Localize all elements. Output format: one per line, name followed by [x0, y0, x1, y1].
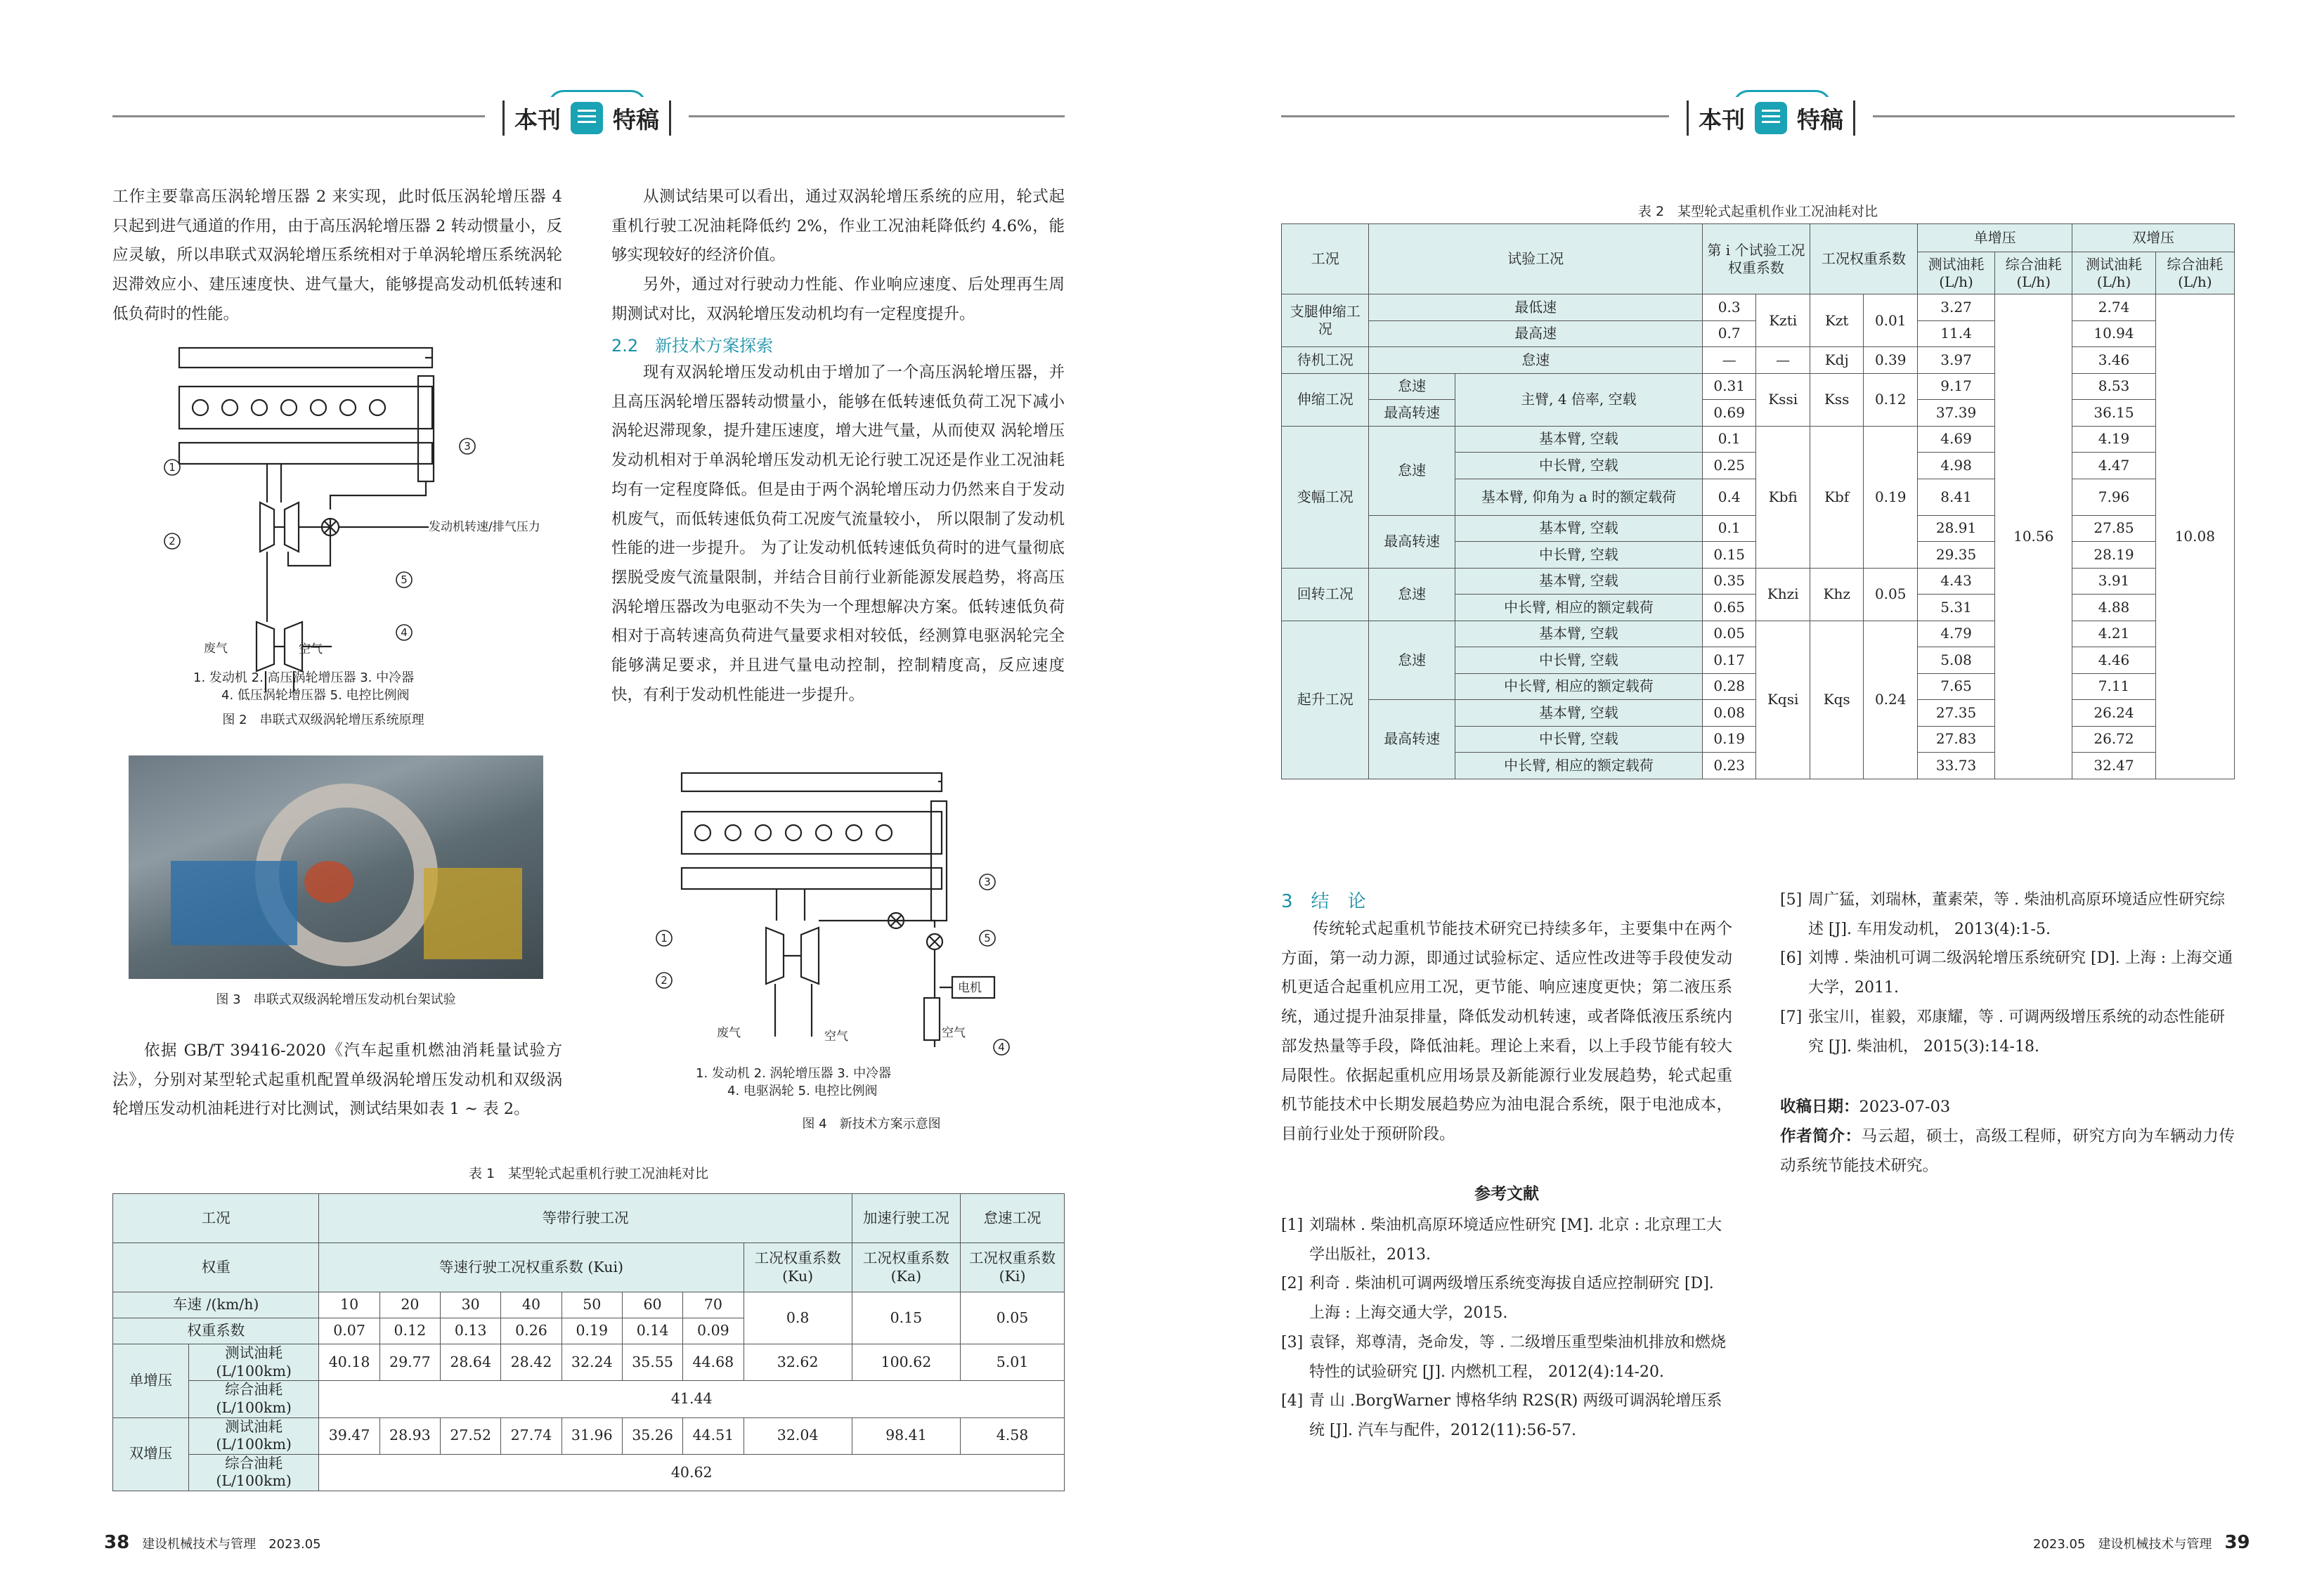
figure-2-diagram — [148, 341, 569, 706]
references-title: 参考文献 — [1474, 1185, 1539, 1203]
table-row: 权重系数 0.07 0.12 0.13 0.26 0.19 0.14 0.09 — [113, 1318, 1065, 1344]
col2-para-1: 从测试结果可以看出，通过双涡轮增压系统的应用，轮式起重机行驶工况油耗降低约 2%，作业工况油耗降低约 4.6%，能够实现较好的经济价值。 — [611, 188, 1065, 265]
table-row: 支腿伸缩工况 最低速 0.3 Kzti Kzt 0.01 3.27 10.56 2.74 10.08 — [1282, 294, 2235, 321]
svg-text:5: 5 — [984, 932, 991, 945]
figure-4-diagram — [643, 766, 1058, 1103]
exhaust-manifold — [682, 868, 942, 889]
fig4-label-motor: 电机 — [958, 981, 982, 995]
table-row: 工况 等带行驶工况 加速行驶工况 怠速工况 — [113, 1194, 1065, 1243]
table-row: 工况 试验工况 第 i 个试验工况权重系数 工况权重系数 单增压 双增压 — [1282, 224, 2235, 252]
fig2-legend-1: 1. 发动机 2. 高压涡轮增压器 3. 中冷器 — [193, 670, 415, 685]
table-row: 测试油耗 (L/h) 综合油耗 (L/h) 测试油耗 (L/h) 综合油耗 (L/h) — [1282, 252, 2235, 294]
table-1 — [112, 1193, 1065, 1491]
svg-text:3: 3 — [984, 876, 991, 888]
reference-item: [3] 袁铎，郑尊清，尧命发，等 . 二级增压重型柴油机排放和燃烧特性的试验研究 [J]. 内燃机工程， 2012(4):14-20. — [1281, 1333, 1726, 1381]
right-page — [1162, 0, 2323, 1577]
svg-text:2: 2 — [169, 535, 176, 547]
exhaust-manifold — [179, 443, 432, 464]
right-header: 本刊 特稿 — [1669, 97, 1873, 139]
fig4-label-exhaust: 废气 — [717, 1026, 741, 1040]
page-number-right: 39 — [2224, 1532, 2250, 1553]
author-bio: 作者简介：马云超，硕士，高级工程师，研究方向为车辆动力传动系统节能技术研究。 — [1780, 1127, 2235, 1175]
section-3-title: 3 结 论 — [1281, 891, 1366, 912]
fig2-label-air: 空气 — [299, 642, 323, 656]
figure-3-photo — [129, 755, 543, 979]
table-row: 单增压 测试油耗 (L/100km) 40.18 29.77 28.64 28.42 32.24 35.55 44.68 32.62 100.62 5.01 — [113, 1344, 1065, 1381]
table-row: 最高转速 基本臂, 空载 0.08 27.35 26.24 — [1282, 700, 2235, 727]
references-col2 — [1780, 885, 2235, 1061]
fig4-legend-1: 1. 发动机 2. 涡轮增压器 3. 中冷器 — [696, 1066, 892, 1081]
table-row: 基本臂, 仰角为 a 时的额定载荷 0.4 8.41 7.96 — [1282, 479, 2235, 515]
table-row: 中长臂, 空载 0.17 5.08 4.46 — [1282, 647, 2235, 674]
table-row: 起升工况 怠速 基本臂, 空载 0.05 Kqsi Kqs 0.24 4.79 4.21 — [1282, 621, 2235, 647]
intake-manifold — [682, 773, 942, 791]
electric-turbo — [924, 998, 940, 1040]
reference-item: [2] 利奇 . 柴油机可调两级增压系统变海拔自适应控制研究 [D]. 上海 : 上海交通大学，2015. — [1281, 1275, 1714, 1323]
table-row: 伸缩工况 怠速 主臂, 4 倍率, 空载 0.31 Kssi Kss 0.12 9.17 8.53 — [1282, 373, 2235, 400]
right-footer: 2023.05 建设机械技术与管理 39 — [2033, 1532, 2250, 1553]
header-text-a: 本刊 — [514, 105, 561, 134]
table-2 — [1281, 223, 2235, 779]
table-row: 中长臂, 相应的额定载荷 0.65 5.31 4.88 — [1282, 595, 2235, 621]
fig4-label-air-1: 空气 — [824, 1030, 848, 1044]
table2-title: 表 2 某型轮式起重机作业工况油耗对比 — [1637, 204, 1878, 219]
table-row: 综合油耗 (L/100km) 41.44 — [113, 1381, 1065, 1417]
header-text-b: 特稿 — [613, 105, 659, 134]
reference-item: [6] 刘博 . 柴油机可调二级涡轮增压系统研究 [D]. 上海 : 上海交通大学，2011. — [1780, 949, 2233, 997]
fig3-caption: 图 3 串联式双级涡轮增压发动机台架试验 — [216, 992, 456, 1007]
svg-text:4: 4 — [401, 626, 408, 639]
col1-top-text: 工作主要靠高压涡轮增压器 2 来实现，此时低压涡轮增压器 4 只起到进气通道的作用，由于高压涡轮增压器 2 转动惯量小，反应灵敏，所以串联式双涡轮增压系统相对于单涡轮增压系统涡轮迟滞效应小、建压速度快、进气量大，能够提高发动机低转速和低负荷时的性能。 — [112, 188, 562, 323]
table-row: 中长臂, 空载 0.25 4.98 4.47 — [1282, 453, 2235, 479]
svg-text:2: 2 — [661, 974, 668, 987]
col1-bottom-text: 依据 GB/T 39416-2020《汽车起重机燃油消耗量试验方法》，分别对某型轮式起重机配置单级涡轮增压发动机和双级涡轮增压发动机油耗进行对比测试，测试结果如表 1 ~ 表 2。 — [112, 1041, 562, 1119]
engine-cylinders — [193, 400, 385, 415]
intake-manifold — [179, 348, 432, 368]
table-row: 中长臂, 空载 0.15 29.35 28.19 — [1282, 542, 2235, 569]
page-number-left: 38 — [104, 1532, 130, 1553]
fig4-label-air-2: 空气 — [942, 1026, 966, 1040]
book-icon — [571, 102, 603, 134]
section-2-2-title: 2.2 新技术方案探索 — [611, 336, 774, 356]
book-icon — [1755, 102, 1787, 134]
table-row: 中长臂, 相应的额定载荷 0.23 33.73 32.47 — [1282, 753, 2235, 779]
col2-para-3: 现有双涡轮增压发动机由于增加了一个高压涡轮增压器，并且高压涡轮增压器转动惯量小，能够在低转速低负荷工况下减小涡轮迟滞现象，提升建压速度，增大进气量，从而使双 涡轮增压发动机相对于单涡轮增压发动机无论行驶工况还是作业工况油耗均有一定程度降低。但是由于两个涡轮增压动力仍然来自于发动机废气，而低转速低负荷工况废气流量较小， 所以限制了发动机性能的进一步提升。 为了让发动机低转速低负荷时的进气量彻底摆脱受废气流量限制，并结合目前行业新能源发展趋势，将高压涡轮增压器改为电驱动不失为一个理想解决方案。低转速低负荷相对于高转速高负荷进气量要求相对较低，经测算电驱涡轮完全能够满足要求，并且进气量电动控制，控制精度高，反应速度快，有利于发动机性能进一步提升。 — [611, 363, 1065, 704]
fig4-legend-2: 4. 电驱涡轮 5. 电控比例阀 — [727, 1084, 878, 1098]
fig4-caption: 图 4 新技术方案示意图 — [802, 1117, 941, 1131]
col2-para-2: 另外，通过对行驶动力性能、作业响应速度、后处理再生周期测试对比，双涡轮增压发动机均有一定程度提升。 — [611, 275, 1065, 323]
table-row: 综合油耗 (L/100km) 40.62 — [113, 1454, 1065, 1491]
left-header — [485, 97, 689, 139]
table-row: 变幅工况 怠速 基本臂, 空载 0.1 Kbfi Kbf 0.19 4.69 4.19 — [1282, 426, 2235, 453]
reference-item: [4] 青 山 .BorgWarner 博格华纳 R2S(R) 两级可调涡轮增压系统 [J]. 汽车与配件，2012(11):56-57. — [1281, 1392, 1722, 1439]
table-row: 权重 等速行驶工况权重系数 (Kui) 工况权重系数 (Ku) 工况权重系数 (Ka) 工况权重系数 (Ki) — [113, 1243, 1065, 1292]
intercooler — [931, 801, 947, 921]
fig2-legend-2: 4. 低压涡轮增压器 5. 电控比例阀 — [221, 688, 410, 703]
svg-text:1: 1 — [661, 932, 668, 945]
table-row: 最高转速 基本臂, 空载 0.1 28.91 27.85 — [1282, 515, 2235, 542]
reference-item: [1] 刘瑞林 . 柴油机高原环境适应性研究 [M]. 北京 : 北京理工大学出版社，2013. — [1281, 1216, 1722, 1264]
fig2-label-exhaust: 废气 — [204, 642, 228, 656]
table-row: 回转工况 怠速 基本臂, 空载 0.35 Khzi Khz 0.05 4.43 3.91 — [1282, 568, 2235, 595]
table-row: 中长臂, 空载 0.19 27.83 26.72 — [1282, 726, 2235, 753]
conclusion-text: 传统轮式起重机节能技术研究已持续多年，主要集中在两个方面，第一动力源，即通过试验标定、适应性改进等手段使发动机更适合起重机应用工况，更节能、响应速度更快；第二液压系统，通过提升油泵排量，降低发动机转速，或者降低液压系统内部发热量等手段，降低油耗。理论上来看，以上手段节能有较大局限性。依据起重机应用场景及新能源行业发展趋势，轮式起重机节能技术中长期发展趋势应为油电混合系统，限于电池成本，目前行业处于预研阶段。 — [1281, 920, 1732, 1143]
left-footer: 38 建设机械技术与管理 2023.05 — [104, 1532, 321, 1553]
reference-item: [7] 张宝川，崔毅，邓康耀，等 . 可调两级增压系统的动态性能研究 [J]. 柴油机， 2015(3):14-18. — [1780, 1008, 2225, 1056]
svg-text:4: 4 — [998, 1041, 1005, 1053]
svg-text:3: 3 — [464, 440, 471, 453]
engine-cylinders — [695, 825, 892, 841]
table-row: 最高速 0.7 11.4 10.94 — [1282, 320, 2235, 347]
reference-item: [5] 周广猛，刘瑞林，董素荣，等 . 柴油机高原环境适应性研究综述 [J]. 车用发动机， 2013(4):1-5. — [1780, 891, 2225, 938]
table-row: 双增压 测试油耗 (L/100km) 39.47 28.93 27.52 27.74 31.96 35.26 44.51 32.04 98.41 4.58 — [113, 1417, 1065, 1454]
table-row: 车速 /(km/h) 10 20 30 40 50 60 70 0.8 0.15 0.05 — [113, 1292, 1065, 1318]
table-row: 待机工况 怠速 — — Kdj 0.39 3.97 3.46 — [1282, 347, 2235, 374]
table-row: 中长臂, 相应的额定载荷 0.28 7.65 7.11 — [1282, 673, 2235, 700]
fig2-label-ctrl: 发动机转速/排气压力 — [429, 520, 540, 534]
svg-text:1: 1 — [169, 461, 176, 474]
table1-title: 表 1 某型轮式起重机行驶工况油耗对比 — [468, 1166, 709, 1181]
fig2-caption: 图 2 串联式双级涡轮增压系统原理 — [222, 713, 424, 727]
table-row: 最高转速 0.69 37.39 36.15 — [1282, 400, 2235, 427]
references-col1 — [1281, 1211, 1732, 1446]
svg-text:5: 5 — [401, 573, 408, 586]
received-date: 收稿日期：2023-07-03 — [1780, 1098, 1951, 1116]
